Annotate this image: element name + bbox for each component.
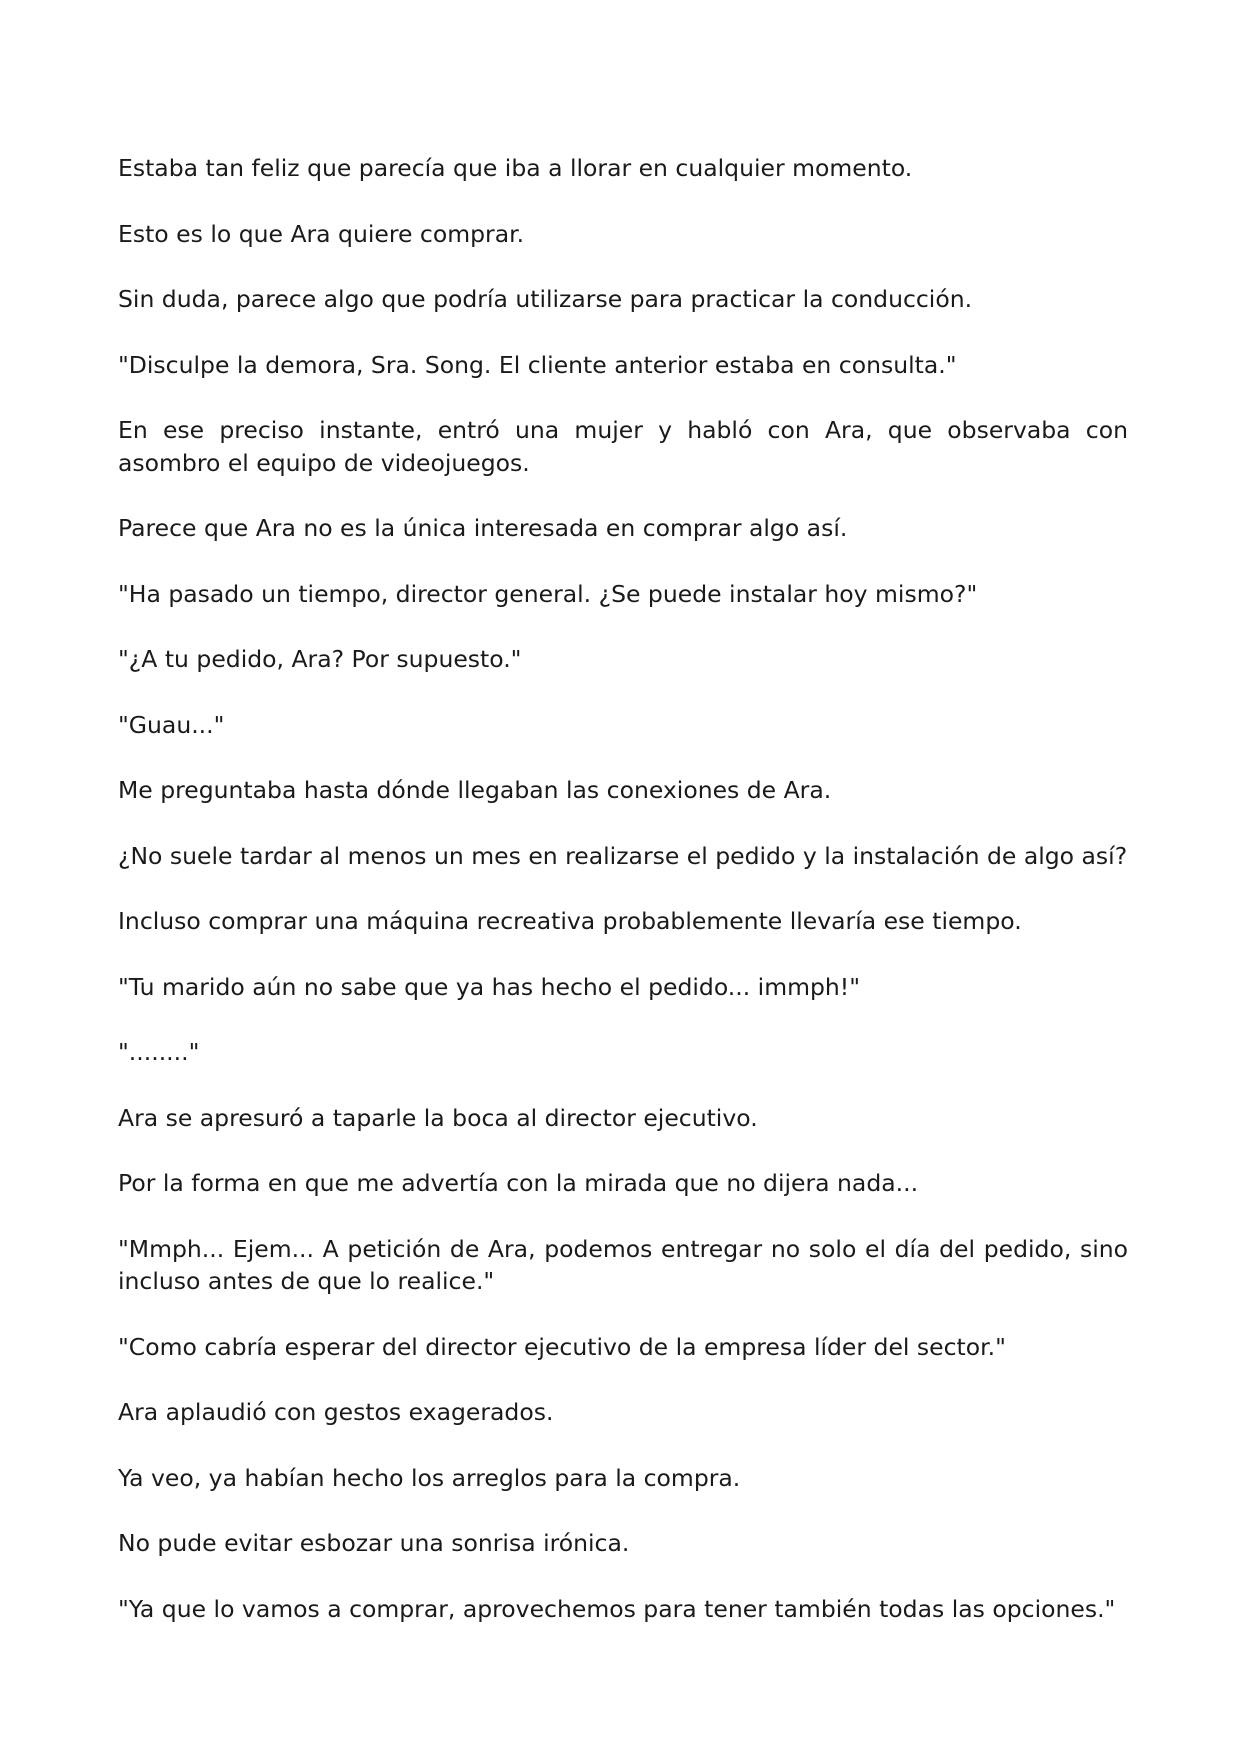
paragraph: No pude evitar esbozar una sonrisa irónica.	[118, 1529, 630, 1557]
paragraph: Parece que Ara no es la única interesada en comprar algo así.	[118, 514, 848, 542]
paragraph: Estaba tan feliz que parecía que iba a llorar en cualquier momento.	[118, 154, 913, 182]
paragraph: "Como cabría esperar del director ejecutivo de la empresa líder del sector."	[118, 1332, 1006, 1361]
paragraph: ¿No suele tardar al menos un mes en realizarse el pedido y la instalación de algo así?	[118, 841, 1128, 870]
paragraph: Sin duda, parece algo que podría utilizarse para practicar la conducción.	[118, 285, 973, 313]
paragraph: Por la forma en que me advertía con la mirada que no dijera nada...	[118, 1169, 919, 1197]
paragraph: "¿A tu pedido, Ara? Por supuesto."	[118, 645, 522, 673]
paragraph: "Ya que lo vamos a comprar, aprovechemos para tener también todas las opciones."	[118, 1594, 1116, 1623]
document-body	[118, 152, 1128, 1658]
paragraph: Ara aplaudió con gestos exagerados.	[118, 1398, 554, 1426]
paragraph: "Disculpe la demora, Sra. Song. El cliente anterior estaba en consulta."	[118, 350, 957, 379]
paragraph: En ese preciso instante, entró una mujer y habló con Ara, que observaba con asombro el equipo de videojuegos.	[118, 416, 1128, 477]
paragraph: Esto es lo que Ara quiere comprar.	[118, 219, 525, 248]
paragraph: Me preguntaba hasta dónde llegaban las conexiones de Ara.	[118, 776, 832, 804]
paragraph: "Mmph... Ejem... A petición de Ara, podemos entregar no solo el día del pedido, sino incluso antes de que lo realice."	[118, 1234, 1128, 1295]
paragraph: "Ha pasado un tiempo, director general. ¿Se puede instalar hoy mismo?"	[118, 579, 978, 608]
paragraph: Ya veo, ya habían hecho los arreglos para la compra.	[118, 1463, 741, 1492]
paragraph: Incluso comprar una máquina recreativa probablemente llevaría ese tiempo.	[118, 907, 1022, 935]
paragraph: Ara se apresuró a taparle la boca al director ejecutivo.	[118, 1103, 758, 1132]
paragraph: "Guau..."	[118, 710, 225, 739]
paragraph: "........"	[118, 1038, 200, 1066]
paragraph: "Tu marido aún no sabe que ya has hecho el pedido... immph!"	[118, 972, 861, 1001]
